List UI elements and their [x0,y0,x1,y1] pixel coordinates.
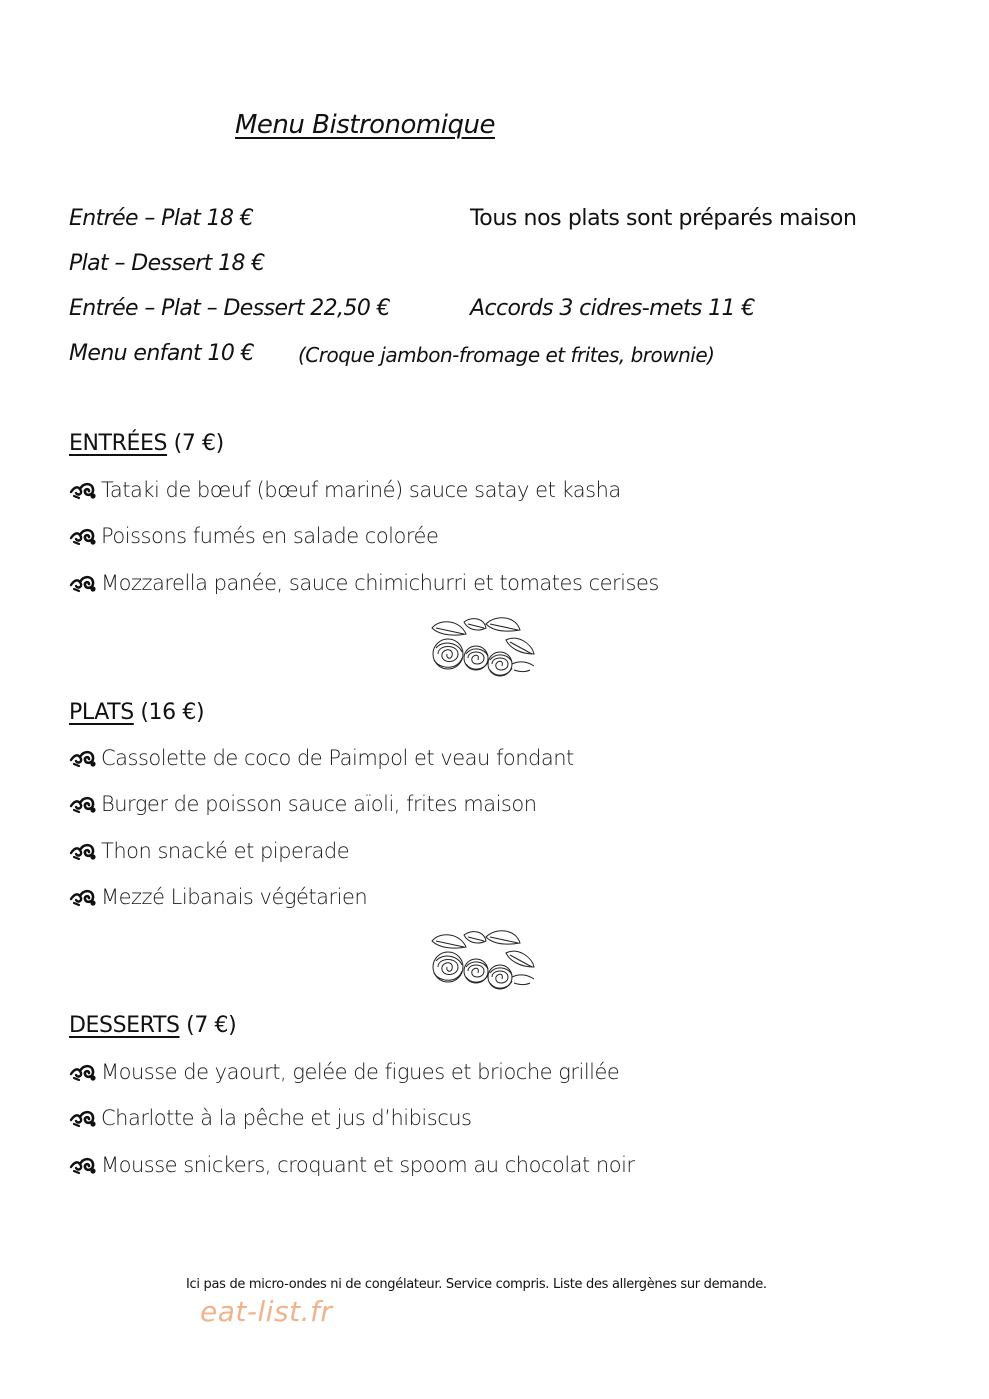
list-item [69,571,659,595]
dish-name: Mousse de yaourt, gelée de figues et brioche grillée [101,1060,620,1084]
list-item [69,839,349,863]
dish-name: Thon snacké et piperade [101,839,350,863]
list-item [69,792,537,816]
swirl-bullet-icon [69,573,99,593]
desserts-heading-label: DESSERTS [69,1013,180,1038]
section-heading-entrees [69,431,224,456]
cider-pairing: Accords 3 cidres-mets 11 € [470,296,755,321]
dish-name: Tataki de bœuf (bœuf mariné) sauce satay et kasha [101,478,621,502]
formula-entree-plat: Entrée – Plat 18 € [69,206,254,231]
swirl-bullet-icon [69,748,99,768]
list-item [69,478,621,502]
fruit-sketch-ornament-icon [420,614,540,680]
swirl-bullet-icon [69,1155,99,1175]
homemade-note: Tous nos plats sont préparés maison [470,206,857,231]
formula-menu-enfant: Menu enfant 10 € [69,341,255,366]
list-item [69,1060,619,1084]
dish-name: Mousse snickers, croquant et spoom au chocolat noir [101,1153,635,1177]
section-heading-plats [69,700,204,725]
dish-name: Burger de poisson sauce aïoli, frites maison [101,792,537,816]
dish-name: Poissons fumés en salade colorée [101,524,439,548]
entrees-heading-label: ENTRÉES [69,431,168,456]
section-heading-desserts [69,1013,236,1038]
list-item [69,1153,635,1177]
fruit-sketch-ornament-icon [420,927,540,993]
swirl-bullet-icon [69,1108,99,1128]
watermark: eat-list.fr [200,1295,333,1328]
dish-name: Charlotte à la pêche et jus d’hibiscus [101,1106,472,1130]
swirl-bullet-icon [69,841,99,861]
swirl-bullet-icon [69,1062,99,1082]
list-item [69,746,574,770]
dish-name: Mezzé Libanais végétarien [101,885,368,909]
plats-price: (16 €) [133,700,205,725]
entrees-price: (7 €) [167,431,224,456]
formula-plat-dessert: Plat – Dessert 18 € [69,251,265,276]
menu-enfant-description: (Croque jambon-fromage et frites, brownie) [298,343,715,367]
dish-name: Cassolette de coco de Paimpol et veau fondant [101,746,574,770]
swirl-bullet-icon [69,794,99,814]
swirl-bullet-icon [69,480,99,500]
swirl-bullet-icon [69,526,99,546]
desserts-price: (7 €) [179,1013,237,1038]
menu-title: Menu Bistronomique [235,110,495,140]
swirl-bullet-icon [69,887,99,907]
footer-note: Ici pas de micro-ondes ni de congélateur. Service compris. Liste des allergènes sur demande. [186,1277,767,1292]
dish-name: Mozzarella panée, sauce chimichurri et tomates cerises [101,571,659,595]
plats-heading-label: PLATS [69,700,134,725]
list-item [69,524,438,548]
list-item [69,885,367,909]
list-item [69,1106,471,1130]
formula-entree-plat-dessert: Entrée – Plat – Dessert 22,50 € [69,296,391,321]
